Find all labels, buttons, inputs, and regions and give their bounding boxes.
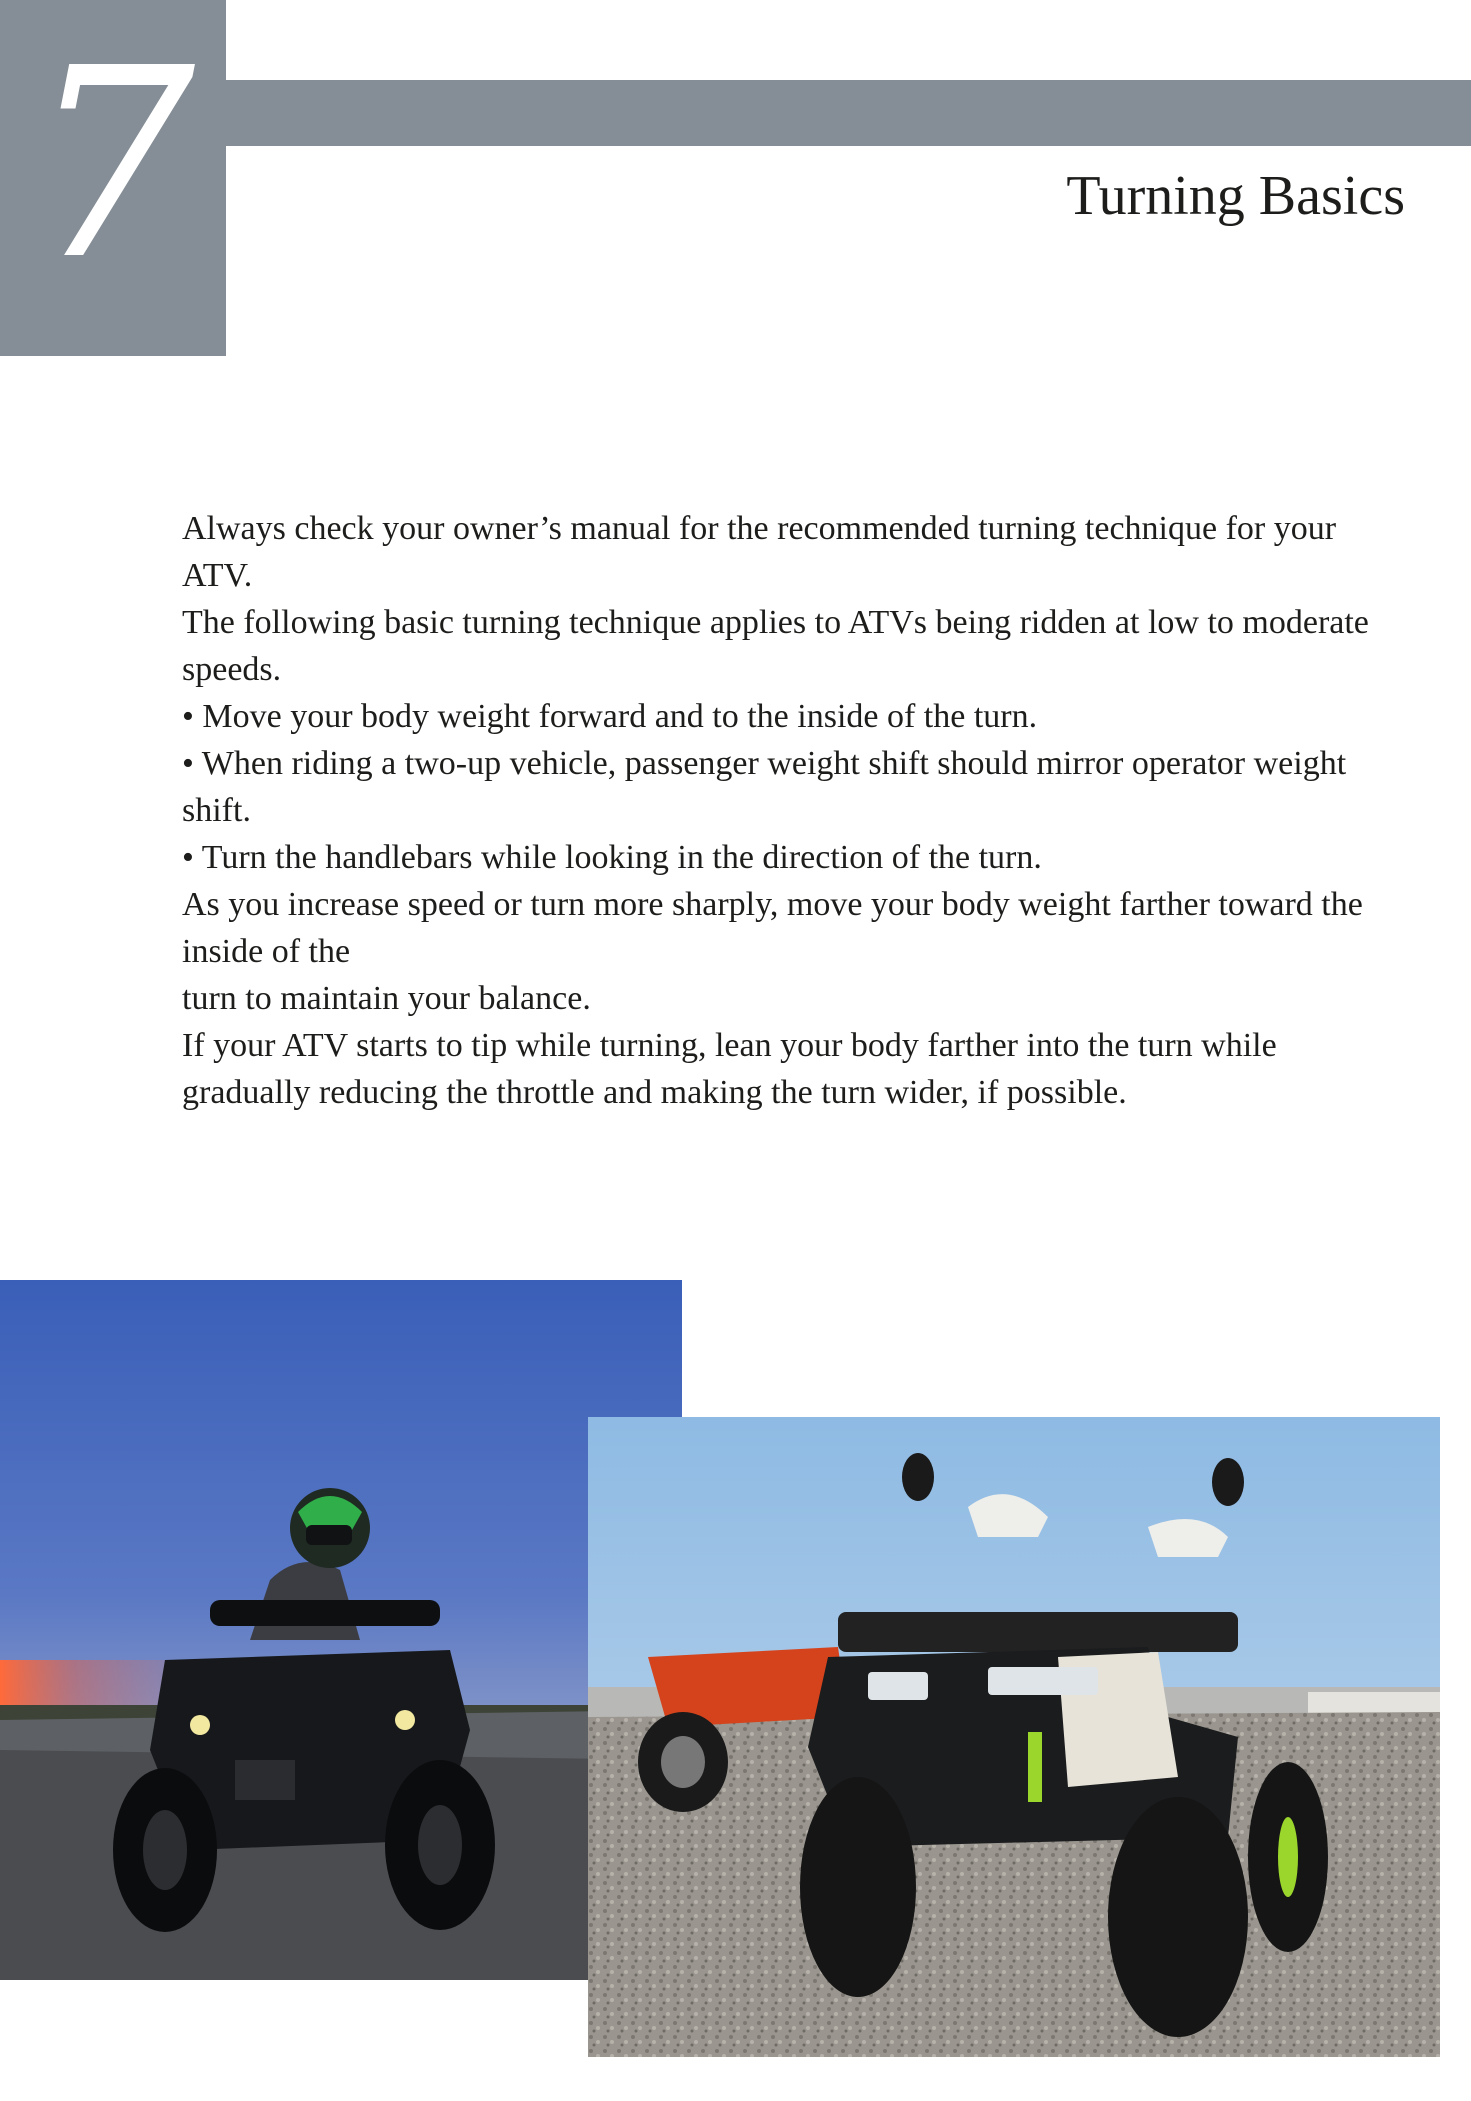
bullet-item: • When riding a two-up vehicle, passenger weight shift should mirror operator weight shift. [182, 745, 1347, 829]
paragraph: Always check your owner’s manual for the recommended turning technique for your ATV. [182, 510, 1337, 594]
chapter-number: 7 [28, 12, 196, 317]
paragraph: The following basic turning technique applies to ATVs being ridden at low to moderate speeds. [182, 604, 1369, 688]
photo-rider-dusk [0, 1280, 682, 1980]
chapter-number-box [0, 0, 226, 356]
bullet-item: • Turn the handlebars while looking in the direction of the turn. [182, 839, 1042, 876]
header-bar [226, 80, 1471, 146]
bullet-item: • Move your body weight forward and to the inside of the turn. [182, 698, 1038, 735]
paragraph: If your ATV starts to tip while turning, lean your body farther into the turn while gradually reducing the throttle and making the turn wider, if possible. [182, 1027, 1277, 1111]
body-text [182, 505, 1402, 1116]
page-title: Turning Basics [1066, 165, 1405, 227]
paragraph: As you increase speed or turn more sharply, move your body weight farther toward the inside of the [182, 886, 1363, 970]
photo-atvs-gravel [588, 1417, 1440, 2057]
paragraph: turn to maintain your balance. [182, 980, 591, 1017]
